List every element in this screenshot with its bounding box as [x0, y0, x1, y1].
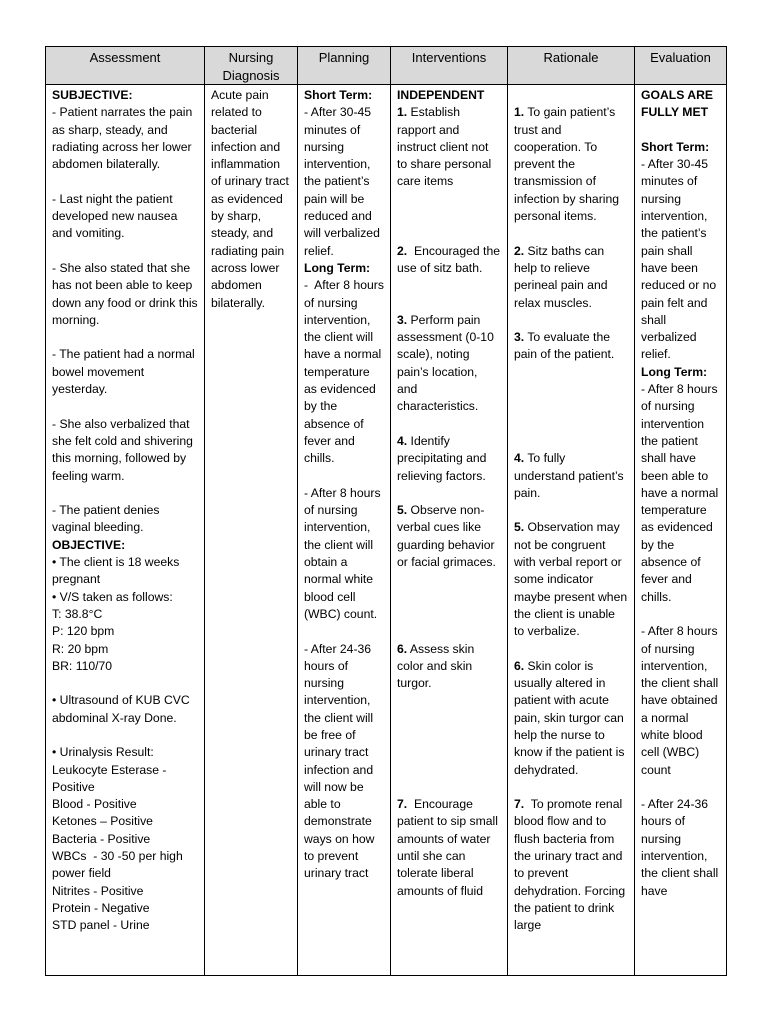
assessment-text: SUBJECTIVE:: [52, 88, 133, 102]
planning-block-3: [304, 277, 384, 882]
rationale-cell: [508, 85, 635, 976]
evaluation-text: Long Term:: [641, 364, 708, 379]
assessment-block-3: [52, 554, 198, 935]
evaluation-block-5: [641, 381, 720, 900]
header-nursing-diagnosis: Nursing Diagnosis: [205, 47, 298, 85]
rationale-text: To promote renal blood flow and to flush bacteria from the urinary tract and to prevent dehydration. Forcing the patient to drink large: [514, 797, 629, 933]
rationale-block-6: [514, 658, 628, 796]
rationale-text: Sitz baths can help to relieve perineal pain and relax muscles.: [514, 243, 608, 310]
interventions-block-1: [397, 104, 501, 242]
rationale-item-number: 6.: [514, 658, 525, 673]
rationale-item-number: 1.: [514, 105, 525, 120]
interventions-text: Establish rapport and instruct client not to share personal care items: [397, 105, 492, 189]
interventions-text: Identify precipitating and relieving factors.: [397, 433, 487, 483]
rationale-item-number: 2.: [514, 243, 525, 258]
rationale-block-3: [514, 329, 628, 450]
diagnosis-cell: [205, 85, 298, 976]
header-evaluation: Evaluation: [635, 47, 727, 85]
assessment-text: • The client is 18 weeks pregnant • V/S taken as follows: T: 38.8°C P: 120 bpm R: 20 bpm BR: 110/70 • Ultrasound of KUB CVC abdominal X-ray Done. • Urinalysis Result: Leukocyte Esterase - Positive Blood - Positive Ketones – Positive Bacteria - Positive WBCs - 30 -50 per high power field Nitrites - Positive Protein - Negative STD panel - Urine: [52, 555, 190, 933]
assessment-block-2: [52, 537, 198, 554]
assessment-text: OBJECTIVE:: [52, 537, 126, 552]
interventions-text: Encourage patient to sip small amounts of water until she can tolerate liberal amounts of fluid: [397, 797, 502, 898]
table-row: [46, 85, 727, 976]
interventions-text: INDEPENDENT: [397, 88, 485, 102]
interventions-item-number: 3.: [397, 312, 408, 327]
rationale-text: [514, 88, 517, 102]
interventions-text: Observe non-verbal cues like guarding behavior or facial grimaces.: [397, 503, 496, 570]
interventions-item-number: 6.: [397, 641, 408, 656]
nursing-care-plan-table: [45, 46, 727, 976]
planning-text: - After 8 hours of nursing intervention, the client will have a normal temperature as evidenced by the absence of fever and chills. - After 8 hours of nursing intervention, the client will obtain a normal white blood cell (WBC) count. - After 24-36 hours of nursing intervention, the client will be free of urinary tract infection and will now be able to demonstrate ways on how to prevent urinary tract: [304, 278, 384, 881]
interventions-block-6: [397, 641, 501, 797]
interventions-text: Perform pain assessment (0-10 scale), noting pain’s location, and characteristics.: [397, 312, 494, 414]
interventions-cell: [391, 85, 508, 976]
interventions-block-7: [397, 796, 501, 900]
evaluation-block-3: [641, 156, 720, 364]
interventions-item-number: 7.: [397, 797, 408, 812]
header-assessment: Assessment: [46, 47, 205, 85]
interventions-block-0: [397, 87, 501, 104]
table-header-row: [46, 47, 727, 85]
interventions-item-number: 2.: [397, 243, 408, 258]
evaluation-text: Short Term:: [641, 139, 710, 154]
header-rationale: Rationale: [508, 47, 635, 85]
assessment-cell: [46, 85, 205, 976]
rationale-block-7: [514, 796, 628, 934]
interventions-block-5: [397, 502, 501, 640]
rationale-text: To gain patient’s trust and cooperation. To prevent the transmission of infection by sharing personal items.: [514, 105, 620, 224]
evaluation-block-1: [641, 122, 720, 139]
diagnosis-block-0: [211, 87, 291, 312]
rationale-block-1: [514, 104, 628, 242]
planning-text: Long Term:: [304, 260, 371, 275]
evaluation-text: - After 8 hours of nursing intervention the patient shall have been able to have a normal temperature as evidenced by the absence of fever and chills. - After 8 hours of nursing intervention, the client shall have obtained a normal white blood cell (WBC) count - After 24-36 hours of nursing intervention, the client shall have: [641, 382, 719, 898]
rationale-text: To evaluate the pain of the patient.: [514, 330, 615, 362]
interventions-block-2: [397, 243, 501, 312]
diagnosis-text: Acute pain related to bacterial infection and inflammation of urinary tract as evidenced by sharp, steady, and radiating pain across lower abdomen bilaterally.: [211, 88, 293, 310]
interventions-block-4: [397, 433, 501, 502]
rationale-block-2: [514, 243, 628, 329]
rationale-item-number: 5.: [514, 520, 525, 535]
interventions-item-number: 5.: [397, 503, 408, 518]
rationale-text: Skin color is usually altered in patient with acute pain, skin turgor can help the nurse to know if the patient is dehydrated.: [514, 658, 625, 777]
header-planning: Planning: [298, 47, 391, 85]
planning-block-0: [304, 87, 384, 104]
header-interventions: Interventions: [391, 47, 508, 85]
planning-block-2: [304, 260, 384, 277]
rationale-block-4: [514, 450, 628, 519]
planning-block-1: [304, 104, 384, 260]
interventions-block-3: [397, 312, 501, 433]
evaluation-text: GOALS ARE FULLY MET: [641, 88, 717, 120]
planning-text: Short Term:: [304, 88, 373, 102]
planning-text: - After 30-45 minutes of nursing intervention, the patient’s pain will be reduced and will verbalized relief.: [304, 105, 380, 258]
evaluation-block-2: [641, 139, 720, 156]
rationale-block-5: [514, 519, 628, 657]
rationale-item-number: 4.: [514, 451, 525, 466]
planning-cell: [298, 85, 391, 976]
rationale-block-0: [514, 87, 628, 104]
rationale-item-number: 7.: [514, 797, 525, 812]
assessment-text: - Patient narrates the pain as sharp, steady, and radiating across her lower abdomen bilaterally. - Last night the patient developed new nausea and vomiting. - She also stated that she has not been able to keep down any food or drink this morning. - The patient had a normal bowel movement yesterday. - She also verbalized that she felt cold and shivering this morning, followed by feeling warm. - The patient denies vaginal bleeding.: [52, 105, 198, 535]
evaluation-block-0: [641, 87, 720, 122]
rationale-item-number: 3.: [514, 330, 525, 345]
evaluation-block-4: [641, 364, 720, 381]
assessment-block-1: [52, 104, 198, 536]
interventions-item-number: 1.: [397, 105, 408, 120]
interventions-text: Assess skin color and skin turgor.: [397, 641, 475, 691]
evaluation-text: - After 30-45 minutes of nursing intervention, the patient’s pain shall have been reduced or no pain felt and shall verbalized relief.: [641, 157, 717, 362]
interventions-item-number: 4.: [397, 433, 408, 448]
evaluation-cell: [635, 85, 727, 976]
rationale-text: To fully understand patient’s pain.: [514, 451, 624, 500]
interventions-text: Encouraged the use of sitz bath.: [397, 243, 501, 275]
rationale-text: Observation may not be congruent with verbal report or some indicator maybe present when the client is unable to verbalize.: [514, 520, 628, 639]
assessment-block-0: [52, 87, 198, 104]
